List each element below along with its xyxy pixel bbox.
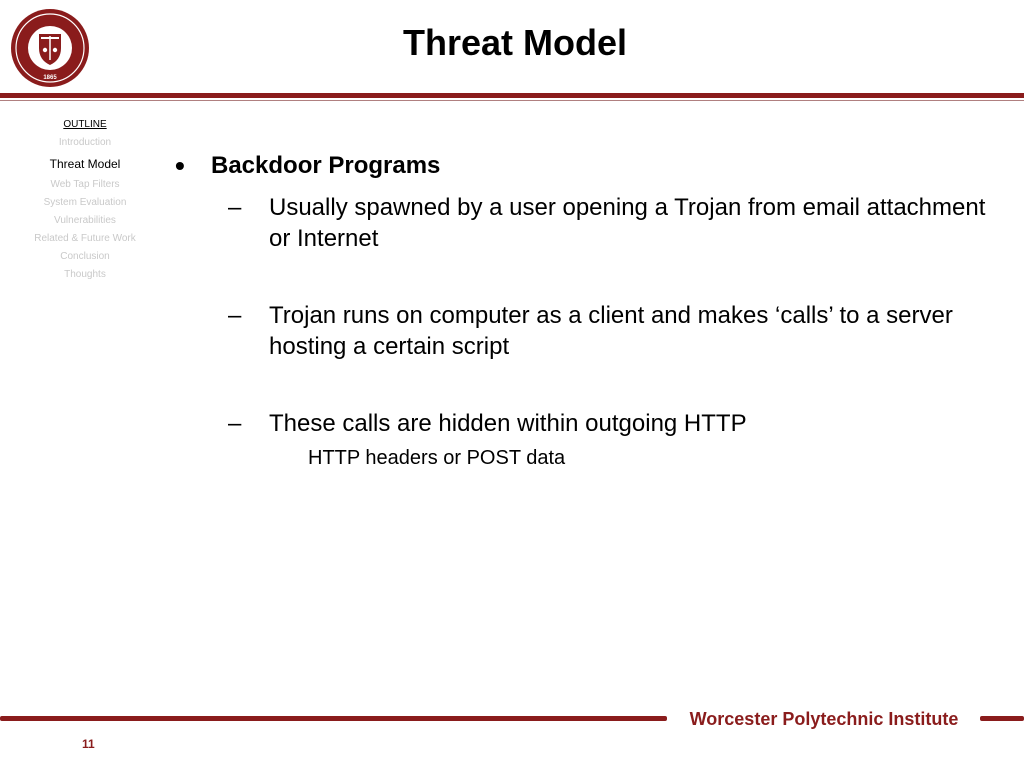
outline-item-related-future-work[interactable]: Related & Future Work xyxy=(34,233,136,244)
slide-title: Threat Model xyxy=(402,22,627,63)
outline-item-system-evaluation[interactable]: System Evaluation xyxy=(43,197,127,208)
bullet-marker: • xyxy=(175,150,185,181)
subpoint-text: Trojan runs on computer as a client and makes ‘calls’ to a server hosting a certain script xyxy=(269,302,953,360)
subpoint-text: Usually spawned by a user opening a Trojan from email attachment or Internet xyxy=(269,194,986,252)
subpoint-item xyxy=(228,192,995,254)
outline-heading-link[interactable]: OUTLINE xyxy=(63,119,107,130)
subpoint-item xyxy=(228,408,995,439)
subpoint-text: These calls are hidden within outgoing HTTP xyxy=(269,410,747,437)
dash-marker: – xyxy=(228,410,242,437)
outline-item-web-tap-filters[interactable]: Web Tap Filters xyxy=(50,179,120,190)
bullet-item xyxy=(175,148,995,184)
bullet-text: Backdoor Programs xyxy=(211,152,441,179)
subsubpoint-text: HTTP headers or POST data xyxy=(308,447,566,469)
page-number: 11 xyxy=(82,737,95,751)
outline-item-introduction[interactable]: Introduction xyxy=(58,137,112,148)
subpoint-item xyxy=(228,300,995,362)
header-divider xyxy=(0,93,1024,98)
footer-divider-right xyxy=(980,716,1024,721)
footer-divider-left xyxy=(0,716,667,721)
outline-nav xyxy=(20,116,150,284)
outline-item-threat-model[interactable]: Threat Model xyxy=(49,157,121,171)
header-divider-thin xyxy=(0,100,1024,101)
svg-text:1865: 1865 xyxy=(43,75,57,81)
dash-marker: – xyxy=(228,302,242,329)
outline-item-thoughts[interactable]: Thoughts xyxy=(64,269,106,280)
slide-content xyxy=(175,148,995,471)
footer-institution: Worcester Polytechnic Institute xyxy=(689,709,959,729)
outline-item-vulnerabilities[interactable]: Vulnerabilities xyxy=(54,215,116,226)
outline-item-conclusion[interactable]: Conclusion xyxy=(60,251,110,262)
dash-marker: – xyxy=(228,194,242,221)
